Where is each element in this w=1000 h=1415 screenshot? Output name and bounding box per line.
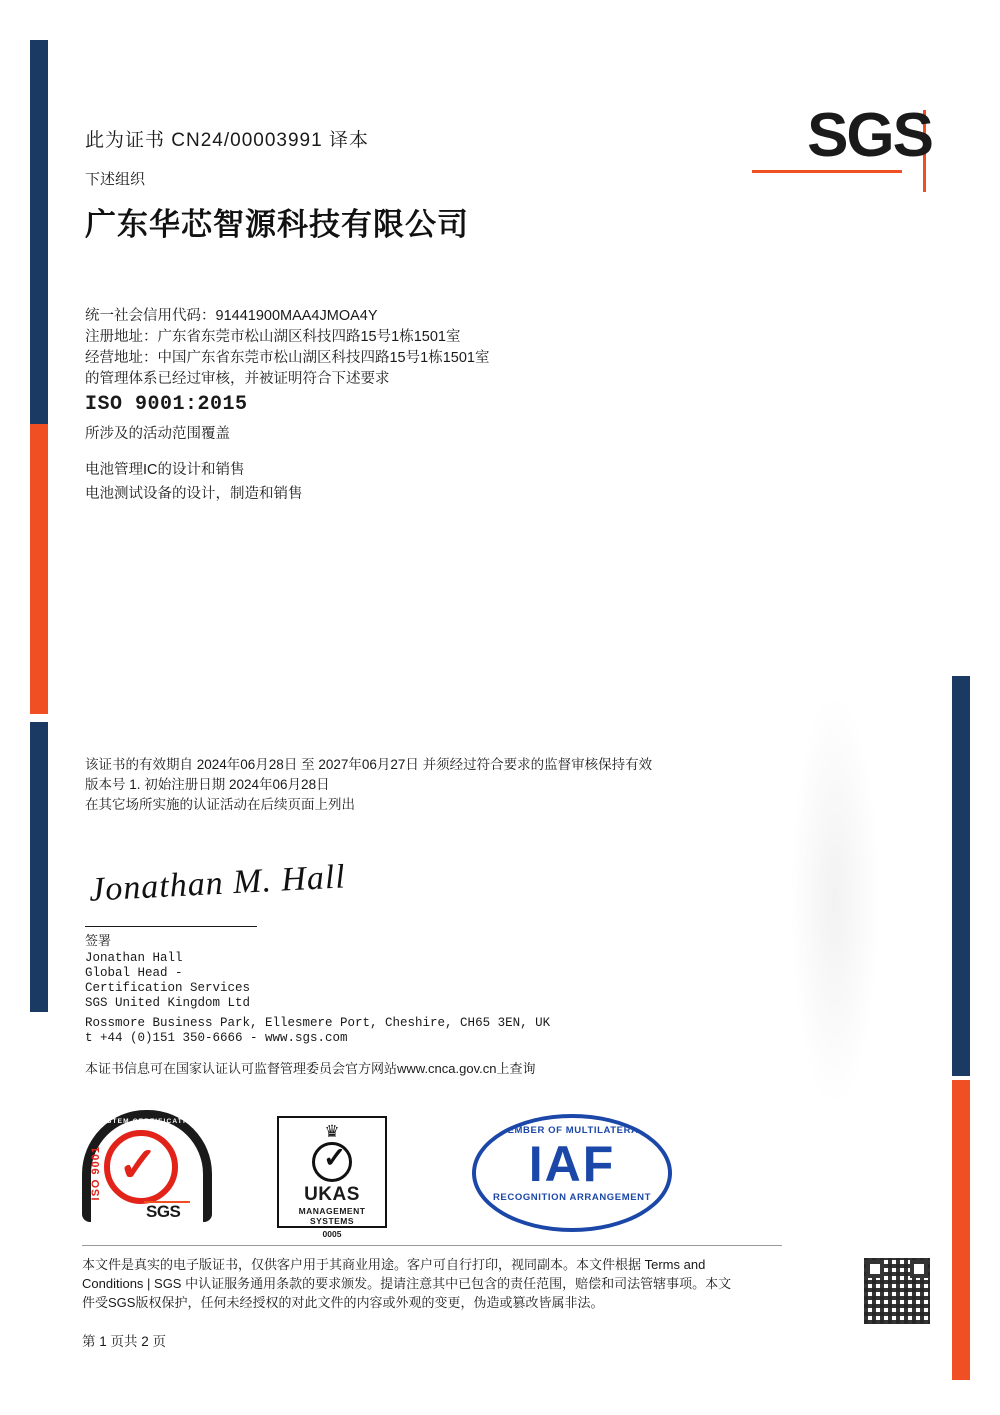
page-number: 第 1 页共 2 页: [82, 1334, 167, 1349]
cnca-verification-line: 本证书信息可在国家认证认可监督管理委员会官方网站www.cnca.gov.cn上查询: [85, 1061, 536, 1076]
scope-item: 电池测试设备的设计，制造和销售: [85, 486, 303, 502]
validity-line-3: 在其它场所实施的认证活动在后续页面上列出: [85, 797, 355, 812]
iso-9001-mark: [82, 1110, 212, 1228]
signature-label: 签署: [85, 933, 112, 948]
iaf-mark-top-text: MEMBER OF MULTILATERAL: [499, 1125, 645, 1136]
scope-list: [85, 458, 805, 506]
organization-prefix: 下述组织: [85, 171, 146, 188]
iso-mark-vertical-text: ISO 9001: [90, 1146, 102, 1201]
check-icon: ✓: [118, 1139, 159, 1192]
business-address-line: 经营地址：中国广东省东莞市松山湖区科技四路15号1栋1501室: [85, 350, 490, 366]
handwritten-signature: Jonathan M. Hall: [88, 858, 347, 909]
translation-notice: 此为证书 CN24/00003991 译本: [85, 130, 369, 151]
signatory-info: [85, 951, 645, 1011]
validity-line-1: 该证书的有效期自 2024年06月28日 至 2027年06月27日 并须经过符合要求的监督审核保持有效: [85, 757, 653, 772]
iso-mark-arc-text: SYSTEM CERTIFICATION: [95, 1118, 199, 1125]
ukas-mark: [277, 1116, 387, 1239]
crown-icon: ♛: [324, 1122, 340, 1141]
credit-code-line: 统一社会信用代码：91441900MAA4JMOA4Y: [85, 308, 378, 324]
iaf-mark-word: IAF: [528, 1136, 616, 1192]
paper-watermark: [790, 690, 880, 1110]
issuer-address: [85, 1016, 645, 1046]
conformity-line: 的管理体系已经过审核，并被证明符合下述要求: [85, 371, 390, 387]
accreditation-marks: [82, 1110, 702, 1239]
ukas-mark-word: UKAS: [304, 1184, 360, 1205]
organization-name: 广东华芯智源科技有限公司: [85, 207, 469, 242]
footer: [82, 1245, 782, 1350]
left-blue-bar-top: [30, 40, 48, 430]
footer-divider: [82, 1245, 782, 1246]
qr-code[interactable]: [864, 1258, 930, 1324]
signatory-company: SGS United Kingdom Ltd: [85, 996, 251, 1010]
signatory-name: Jonathan Hall: [85, 951, 183, 965]
footer-disclaimer: 本文件是真实的电子版证书，仅供客户用于其商业用途。客户可自行打印，视同副本。本文件根据 Terms and Conditions | SGS 中认证服务通用条款的要求颁发。提请注意其中已包含的责任范围，赔偿和司法管辖事项。本文件受SGS版权保护，任何未经授权的对此文件的内容或外观的变更，伪造或篡改皆属非法。: [82, 1257, 732, 1310]
ukas-mark-sub-1: MANAGEMENT: [298, 1206, 366, 1216]
iaf-mark-bottom-text: RECOGNITION ARRANGEMENT: [492, 1192, 652, 1203]
right-orange-bar: [952, 1080, 970, 1380]
standard-name: ISO 9001:2015: [85, 393, 248, 416]
signature-rule: [85, 926, 257, 927]
sgs-logo-text: SGS: [807, 101, 932, 170]
ukas-mark-number: 0005: [322, 1229, 342, 1239]
ukas-check-icon: [312, 1142, 352, 1182]
iso-mark-sgs-text: SGS: [146, 1202, 181, 1221]
left-blue-bar-bottom: [30, 722, 48, 1012]
issuer-contact-line: t +44 (0)151 350-6666 - www.sgs.com: [85, 1031, 348, 1045]
signatory-title-line-1: Global Head -: [85, 966, 183, 980]
signature-block: [85, 858, 645, 1077]
left-orange-bar: [30, 424, 48, 714]
scope-item: 电池管理IC的设计和销售: [85, 462, 245, 478]
signatory-title-line-2: Certification Services: [85, 981, 251, 995]
validity-line-2: 版本号 1. 初始注册日期 2024年06月28日: [85, 777, 330, 792]
ukas-mark-sub-2: SYSTEMS: [309, 1216, 355, 1226]
issuer-address-line: Rossmore Business Park, Ellesmere Port, Cheshire, CH65 3EN, UK: [85, 1016, 551, 1030]
certificate-content: [85, 0, 805, 1076]
validity-block: [85, 755, 785, 815]
right-blue-bar: [952, 676, 970, 1076]
iaf-mark: [472, 1114, 672, 1232]
scope-intro: 所涉及的活动范围覆盖: [85, 426, 230, 442]
registered-address-line: 注册地址：广东省东莞市松山湖区科技四路15号1栋1501室: [85, 329, 461, 345]
organization-details: [85, 306, 805, 506]
